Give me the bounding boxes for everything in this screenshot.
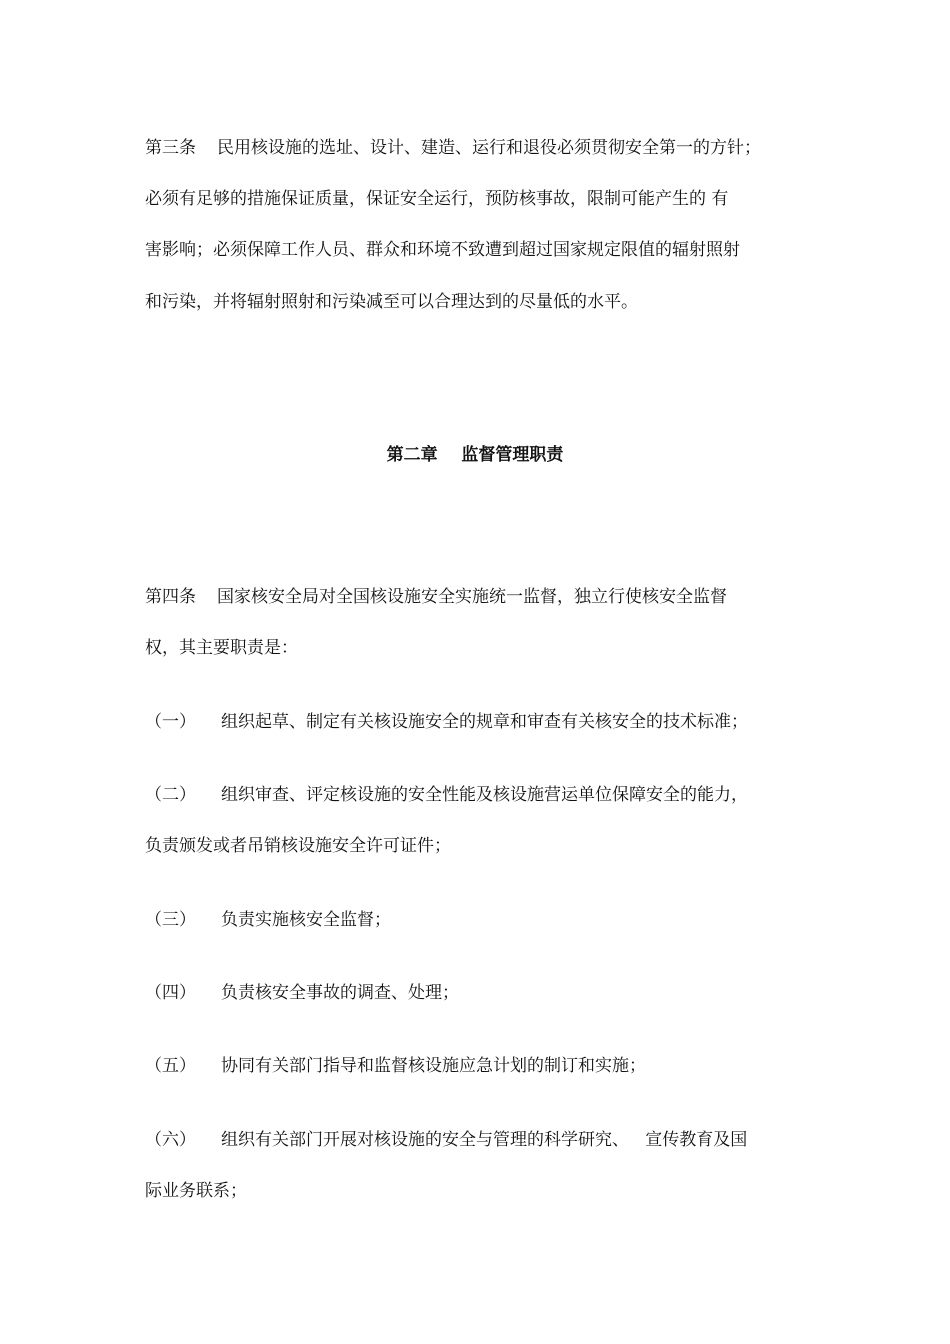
item-6-label: （六）: [145, 1130, 196, 1150]
list-item-5: [145, 1056, 646, 1076]
list-item-4: [145, 983, 459, 1003]
item-2-text-1: 组织审查、评定核设施的安全性能及核设施营运单位保障安全的能力，: [221, 785, 748, 805]
article3-line-1: [145, 138, 761, 158]
item-5-text: 协同有关部门指导和监督核设施应急计划的制订和实施；: [221, 1056, 646, 1076]
item-4-label: （四）: [145, 983, 196, 1003]
item-1-text: 组织起草、制定有关核设施安全的规章和审查有关核安全的技术标准；: [221, 712, 748, 732]
article4-line-2: 权，其主要职责是：: [145, 638, 298, 658]
article4-text-1: 国家核安全局对全国核设施安全实施统一监督，独立行使核安全监督: [217, 587, 727, 607]
list-item-3: [145, 910, 391, 930]
item-2-line-2: 负责颁发或者吊销核设施安全许可证件；: [145, 836, 451, 856]
item-1-label: （一）: [145, 712, 196, 732]
item-3-label: （三）: [145, 910, 196, 930]
list-item-6: [145, 1130, 747, 1150]
item-6-text-1: 组织有关部门开展对核设施的安全与管理的科学研究、 宣传教育及国: [221, 1130, 748, 1150]
item-6-line-2: 际业务联系；: [145, 1181, 247, 1201]
article3-line-4: 和污染，并将辐射照射和污染减至可以合理达到的尽量低的水平。: [145, 292, 638, 312]
chapter-heading: 第二章 监督管理职责: [386, 445, 564, 465]
item-4-text: 负责核安全事故的调查、处理；: [221, 983, 459, 1003]
list-item-1: [145, 712, 748, 732]
article3-text-1: 民用核设施的选址、设计、建造、运行和退役必须贯彻安全第一的方针；: [217, 138, 761, 158]
article4-line-1: [145, 587, 727, 607]
item-3-text: 负责实施核安全监督；: [221, 910, 391, 930]
item-5-label: （五）: [145, 1056, 196, 1076]
article4-label: 第四条: [145, 587, 196, 607]
article3-line-3: 害影响；必须保障工作人员、群众和环境不致遭到超过国家规定限值的辐射照射: [145, 240, 740, 260]
article3-label: 第三条: [145, 138, 196, 158]
list-item-2: [145, 785, 748, 805]
item-2-label: （二）: [145, 785, 196, 805]
article3-line-2: 必须有足够的措施保证质量，保证安全运行，预防核事故，限制可能产生的 有: [145, 189, 729, 209]
